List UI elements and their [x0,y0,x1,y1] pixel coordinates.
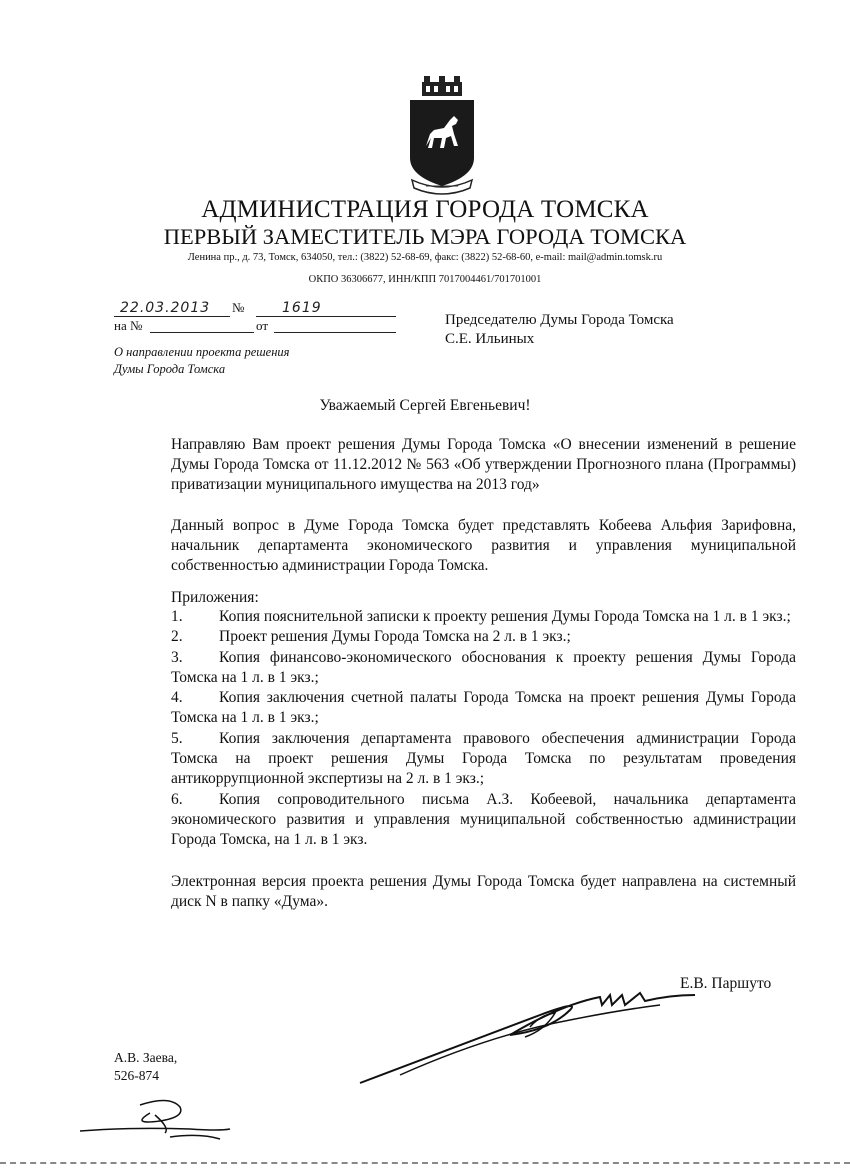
letter-subject [114,344,354,378]
handwritten-date: 22.03.2013 [120,300,211,316]
executor-phone: 526-874 [114,1068,159,1083]
recipient-name: С.Е. Ильиных [445,331,535,347]
list-item: 5. Копия заключения департамента правового обеспечения администрации Города Томска на проект решения Думы Города Томска по результатам проведения антикоррупционной экспертизы на 2 л. в 1 экз.; [171,729,796,788]
recipient-title: Председателю Думы Города Томска [445,312,674,328]
reply-to-number-label: на № [114,318,143,333]
list-item: 1. Копия пояснительной записки к проекту решения Думы Города Томска на 1 л. в 1 экз.; [171,608,791,625]
organization-name: АДМИНИСТРАЦИЯ ГОРОДА ТОМСКА [201,196,649,223]
reply-from-label: от [256,318,269,333]
executor-name: А.В. Заева, [114,1050,178,1065]
signature-scribble [340,975,700,1090]
greeting: Уважаемый Сергей Евгеньевич! [319,397,531,414]
appendices-title: Приложения: [171,589,259,606]
handwritten-number: 1619 [282,300,322,316]
tomsk-coat-of-arms-icon [404,76,480,196]
signatory-name: Е.В. Паршуто [680,975,772,992]
reply-number-underline [150,332,254,333]
subject-line-2: Думы Города Томска [114,362,226,376]
page-bottom-edge [0,1162,850,1164]
executor-block [114,1049,177,1085]
registry-codes: ОКПО 36306677, ИНН/КПП 7017004461/701701001 [308,274,542,285]
reply-date-underline [274,332,396,333]
contact-info: Ленина пр., д. 73, Томск, 634050, тел.: (3822) 52-68-69, факс: (3822) 52-68-60, e-mail: mail@admin.tomsk.ru [187,252,663,263]
appendices-list [171,607,796,851]
list-item: 6. Копия сопроводительного письма А.З. Кобеевой, начальника департамента экономического развития и управления муниципальной собственностью администрации Города Томска, на 1 л. в 1 экз. [171,790,796,849]
body-paragraph-3: Электронная версия проекта решения Думы Города Томска будет направлена на системный диск N в папку «Дума». [171,873,796,910]
number-label: № [232,300,245,315]
list-item: 3. Копия финансово-экономического обоснования к проекту решения Думы Города Томска на 1 л. в 1 экз.; [171,648,796,686]
recipient-block [445,311,674,349]
list-item: 4. Копия заключения счетной палаты Города Томска на проект решения Думы Города Томска на 1 л. в 1 экз.; [171,689,796,727]
body-paragraph-2: Данный вопрос в Думе Города Томска будет представлять Кобеева Альфия Зарифовна, начальник департамента экономического развития и управления муниципальной собственностью администрации Города Томска. [171,517,796,574]
body-paragraph-1: Направляю Вам проект решения Думы Города Томска «О внесении изменений в решение Думы Города Томска от 11.12.2012 № 563 «Об утверждении Прогнозного плана (Программы) приватизации муниципального имущества на 2013 год» [171,436,796,493]
subject-line-1: О направлении проекта решения [114,345,290,359]
handwritten-initials [70,1093,260,1153]
organization-position: ПЕРВЫЙ ЗАМЕСТИТЕЛЬ МЭРА ГОРОДА ТОМСКА [163,224,687,249]
date-underline [114,316,230,317]
number-underline [256,316,396,317]
list-item: 2. Проект решения Думы Города Томска на 2 л. в 1 экз.; [171,628,571,646]
